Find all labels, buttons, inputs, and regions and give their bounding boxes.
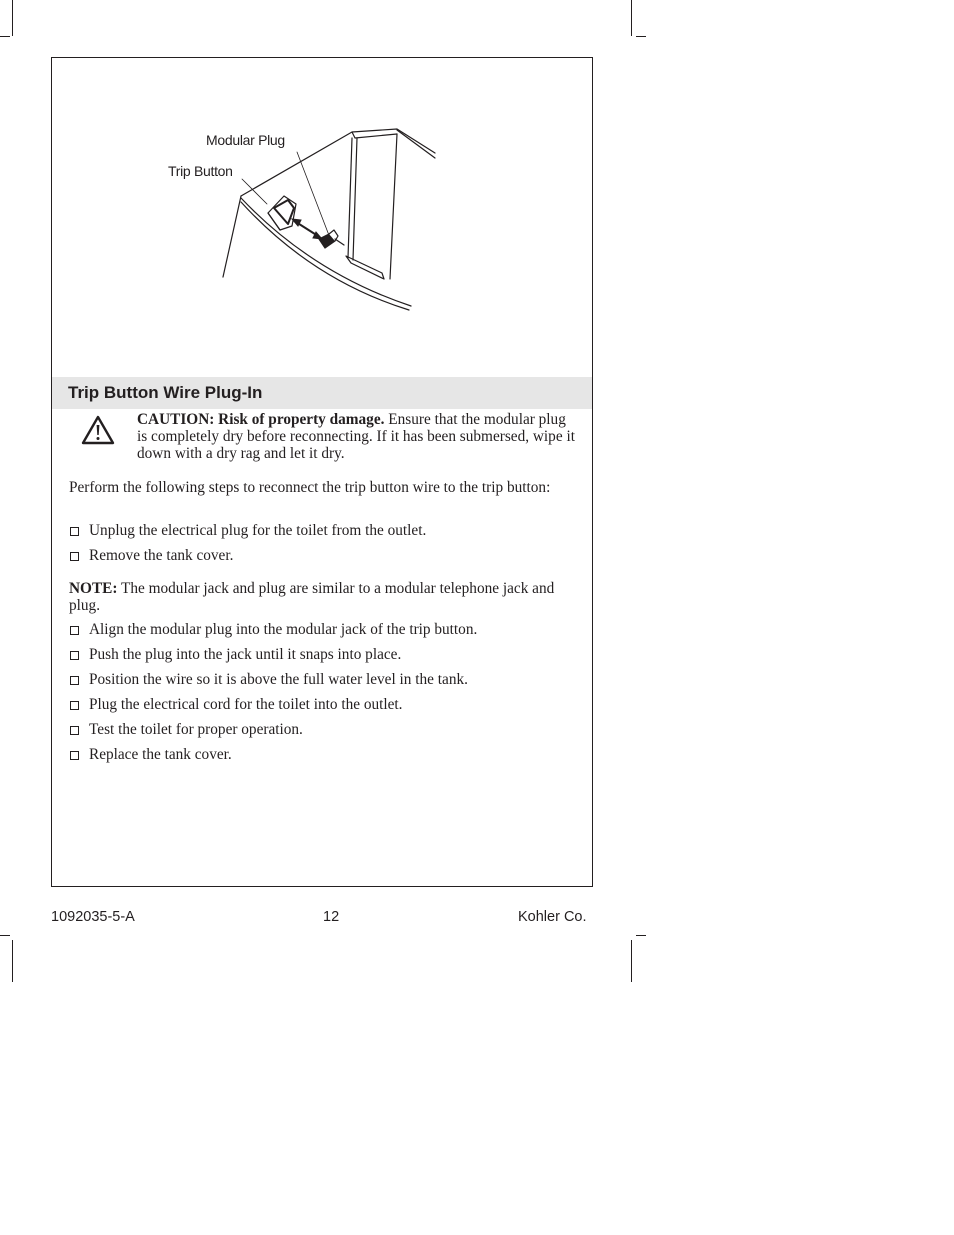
- crop-mark: [12, 940, 13, 982]
- warning-triangle-icon: [81, 415, 115, 445]
- note-paragraph: [69, 580, 569, 614]
- crop-mark: [636, 935, 646, 936]
- trip-button-illustration: [52, 58, 592, 376]
- list-item-text: Replace the tank cover.: [89, 746, 232, 763]
- list-item-text: Push the plug into the jack until it snaps into place.: [89, 646, 402, 663]
- footer-doc-number: 1092035-5-A: [51, 909, 135, 925]
- tank-illustration: [52, 58, 592, 376]
- list-item-text: Remove the tank cover.: [89, 547, 234, 564]
- crop-mark: [636, 36, 646, 37]
- checkbox-bullet-icon: [70, 676, 79, 685]
- checkbox-bullet-icon: [70, 626, 79, 635]
- checkbox-bullet-icon: [70, 751, 79, 760]
- section-header: [52, 377, 592, 409]
- checkbox-bullet-icon: [70, 701, 79, 710]
- callout-modular-plug: Modular Plug: [206, 132, 285, 148]
- checkbox-bullet-icon: [70, 651, 79, 660]
- list-item: [69, 746, 574, 764]
- section-title: Trip Button Wire Plug-In: [68, 383, 263, 402]
- callout-trip-button: Trip Button: [168, 163, 233, 179]
- list-item-text: Unplug the electrical plug for the toilet from the outlet.: [89, 522, 427, 539]
- note-lead: NOTE:: [69, 580, 118, 597]
- list-item-text: Position the wire so it is above the full water level in the tank.: [89, 671, 468, 688]
- crop-mark: [0, 935, 10, 936]
- list-item: [69, 547, 574, 565]
- list-item: [69, 671, 574, 689]
- list-item: [69, 721, 574, 739]
- crop-mark: [12, 0, 13, 36]
- list-item: [69, 646, 574, 664]
- list-item-text: Align the modular plug into the modular jack of the trip button.: [89, 621, 478, 638]
- note-text: The modular jack and plug are similar to a modular telephone jack and plug.: [69, 580, 555, 614]
- caution-statement: [137, 411, 577, 462]
- list-item: [69, 621, 574, 639]
- footer-company: Kohler Co.: [518, 909, 587, 925]
- caution-lead: CAUTION: Risk of property damage.: [137, 411, 385, 428]
- checkbox-bullet-icon: [70, 726, 79, 735]
- intro-paragraph: Perform the following steps to reconnect the trip button wire to the trip button:: [69, 479, 551, 496]
- content-panel: [51, 57, 593, 887]
- footer-page-number: 12: [323, 909, 340, 925]
- list-item: [69, 696, 574, 714]
- list-item-text: Plug the electrical cord for the toilet into the outlet.: [89, 696, 403, 713]
- list-item-text: Test the toilet for proper operation.: [89, 721, 303, 738]
- crop-mark: [631, 0, 632, 36]
- caution-text: Ensure that the modular plug is completely dry before reconnecting. If it has been submersed, wipe it down with a dry rag and let it dry.: [137, 411, 575, 462]
- list-item: [69, 522, 574, 540]
- crop-mark: [631, 940, 632, 982]
- checkbox-bullet-icon: [70, 527, 79, 536]
- crop-mark: [0, 36, 10, 37]
- checkbox-bullet-icon: [70, 552, 79, 561]
